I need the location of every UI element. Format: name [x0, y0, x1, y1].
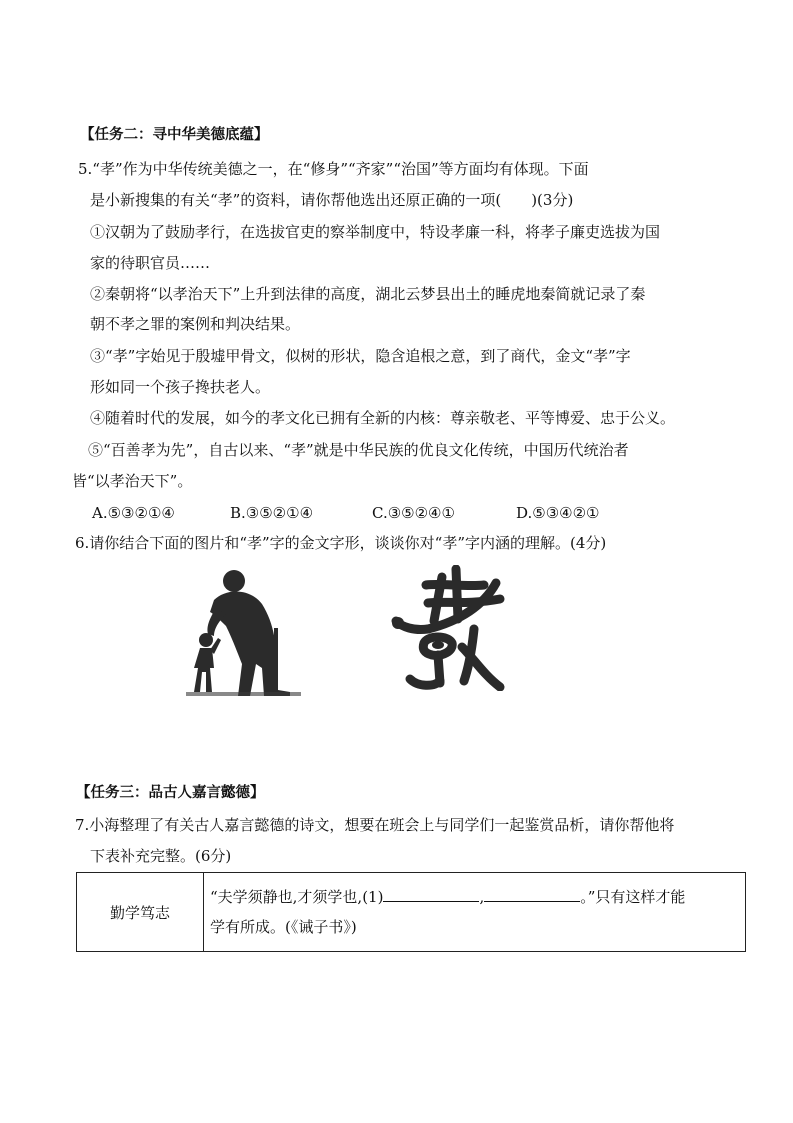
child-supporting-elder-image: [186, 568, 301, 696]
q5-sentence3-line1: ③“孝”字始见于殷墟甲骨文，似树的形状，隐含追根之意，到了商代，金文“孝”字: [90, 347, 631, 365]
q5-options: [92, 503, 600, 523]
q5-option-b[interactable]: B.③⑤②①④: [230, 504, 314, 522]
q5-option-c[interactable]: C.③⑤②④①: [372, 504, 455, 522]
q5-stem-line1: 5.“孝”作为中华传统美德之一，在“修身”“齐家”“治国”等方面均有体现。下面: [78, 160, 589, 178]
quote-separator: ,: [479, 888, 485, 906]
q7-stem-line2: 下表补充完整。(6分): [90, 847, 232, 865]
quote-part-a: “夫学须静也,才须学也,(1): [210, 888, 384, 906]
q5-sentence2-line2: 朝不孝之罪的案例和判决结果。: [90, 315, 301, 333]
row-content-line2: 学有所成。(《诫子书》): [210, 918, 357, 936]
table-row: [77, 873, 746, 952]
q5-sentence3-line2: 形如同一个孩子搀扶老人。: [90, 378, 271, 396]
q5-stem-line2: 是小新搜集的有关“孝”的资料，请你帮他选出还原正确的一项( )(3分): [90, 191, 574, 209]
row-content-line1: [210, 882, 745, 912]
q5-sentence1-line2: 家的待职官员……: [90, 254, 211, 272]
q7-stem-line1: 7.小海整理了有关古人嘉言懿德的诗文，想要在班会上与同学们一起鉴赏品析，请你帮他将: [75, 816, 675, 834]
poetry-table: [76, 872, 746, 952]
q5-sentence5-line1: ⑤“百善孝为先”，自古以来、“孝”就是中华民族的优良文化传统，中国历代统治者: [88, 441, 629, 459]
q5-sentence4-line1: ④随着时代的发展，如今的孝文化已拥有全新的内核：尊亲敬老、平等博爱、忠于公义。: [90, 409, 676, 427]
answer-blank-1[interactable]: [383, 887, 479, 902]
q5-sentence2-line1: ②秦朝将“以孝治天下”上升到法律的高度，湖北云梦县出土的睡虎地秦简就记录了秦: [90, 285, 646, 303]
row-content-diligent-study: [204, 873, 746, 952]
quote-part-b: 。”只有这样才能: [580, 888, 686, 906]
bronze-xiao-character-image: [388, 565, 520, 691]
q5-option-d[interactable]: D.⑤③④②①: [516, 504, 600, 522]
q6-stem: 6.请你结合下面的图片和“孝”字的金文字形，谈谈你对“孝”字内涵的理解。(4分): [75, 534, 607, 552]
answer-blank-2[interactable]: [484, 887, 580, 902]
row-label-diligent-study: 勤学笃志: [77, 873, 204, 952]
q5-option-a[interactable]: A.⑤③②①④: [92, 504, 175, 522]
task2-heading: 【任务二：寻中华美德底蕴】: [80, 126, 269, 143]
q5-sentence1-line1: ①汉朝为了鼓励孝行，在选拔官吏的察举制度中，特设孝廉一科，将孝子廉吏选拔为国: [90, 223, 661, 241]
q5-sentence5-line2: 皆“以孝治天下”。: [72, 472, 193, 490]
task3-heading: 【任务三：品古人嘉言懿德】: [76, 784, 265, 801]
